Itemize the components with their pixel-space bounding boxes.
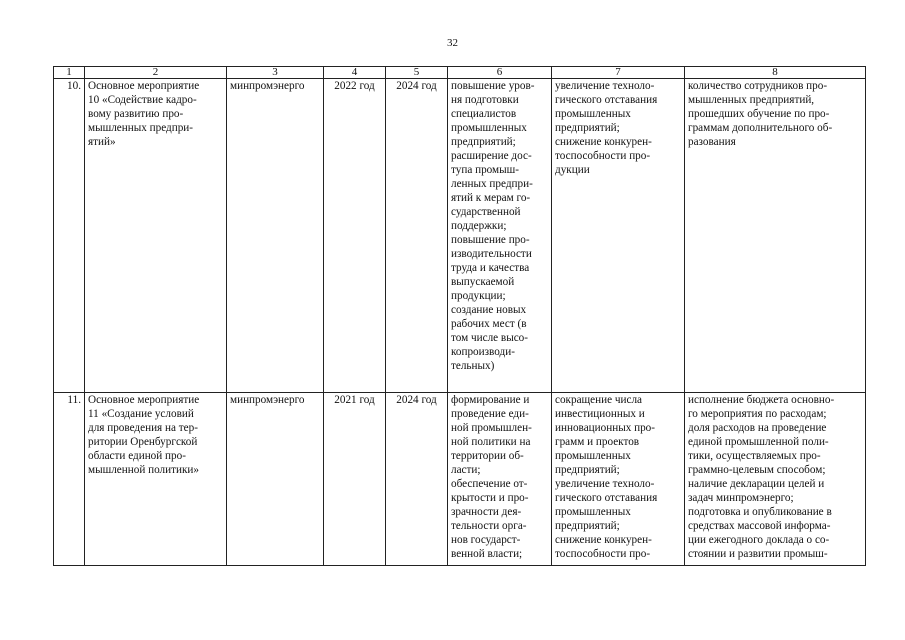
header-cell: 7 — [552, 67, 685, 79]
consequences-cell: сокращение числа инвестиционных и инновационных про- грамм и проектов промышленных предприятий; увеличение техноло- гического отставания промышленных предприятий; снижение конкурен- тоспособности про- — [552, 393, 685, 566]
table-header-row — [54, 67, 866, 79]
indicators-cell: количество сотрудников про- мышленных предприятий, прошедших обучение по про- граммам дополнительного об- разования — [685, 79, 866, 393]
measure-cell: Основное мероприятие 10 «Содействие кадро- вому развитию про- мышленных предпри- ятий» — [85, 79, 227, 393]
results-cell: повышение уров- ня подготовки специалистов промышленных предприятий; расширение дос- тупа промыш- ленных предпри- ятий к мерам го- сударственной поддержки; повышение про- изводительности труда и качества выпускаемой продукции; создание новых рабочих мест (в том числе высо- копроизводи- тельных) — [448, 79, 552, 393]
row-number: 10. — [54, 79, 85, 393]
start-year-cell: 2021 год — [324, 393, 386, 566]
end-year-cell: 2024 год — [386, 79, 448, 393]
page-number: 32 — [447, 37, 458, 49]
header-cell: 6 — [448, 67, 552, 79]
start-year-cell: 2022 год — [324, 79, 386, 393]
header-cell: 4 — [324, 67, 386, 79]
header-cell: 5 — [386, 67, 448, 79]
table-row — [54, 393, 866, 566]
end-year-cell: 2024 год — [386, 393, 448, 566]
header-cell: 2 — [85, 67, 227, 79]
program-measures-table — [53, 66, 866, 566]
measure-cell: Основное мероприятие 11 «Создание условий для проведения на тер- ритории Оренбургской области единой про- мышленной политики» — [85, 393, 227, 566]
header-cell: 3 — [227, 67, 324, 79]
executor-cell: минпромэнерго — [227, 393, 324, 566]
executor-cell: минпромэнерго — [227, 79, 324, 393]
header-cell: 1 — [54, 67, 85, 79]
results-cell: формирование и проведение еди- ной промышлен- ной политики на территории об- ласти; обеспечение от- крытости и про- зрачности дея- тельности орга- нов государст- венной власти; — [448, 393, 552, 566]
row-number: 11. — [54, 393, 85, 566]
table-row — [54, 79, 866, 393]
indicators-cell: исполнение бюджета основно- го мероприятия по расходам; доля расходов на проведение единой промышленной поли- тики, осуществляемых про- граммно-целевым способом; наличие декларации целей и задач минпромэнерго; подготовка и опубликование в средствах массовой информа- ции ежегодного доклада о со- стоянии и развитии промыш- — [685, 393, 866, 566]
consequences-cell: увеличение техноло- гического отставания промышленных предприятий; снижение конкурен- тоспособности про- дукции — [552, 79, 685, 393]
header-cell: 8 — [685, 67, 866, 79]
